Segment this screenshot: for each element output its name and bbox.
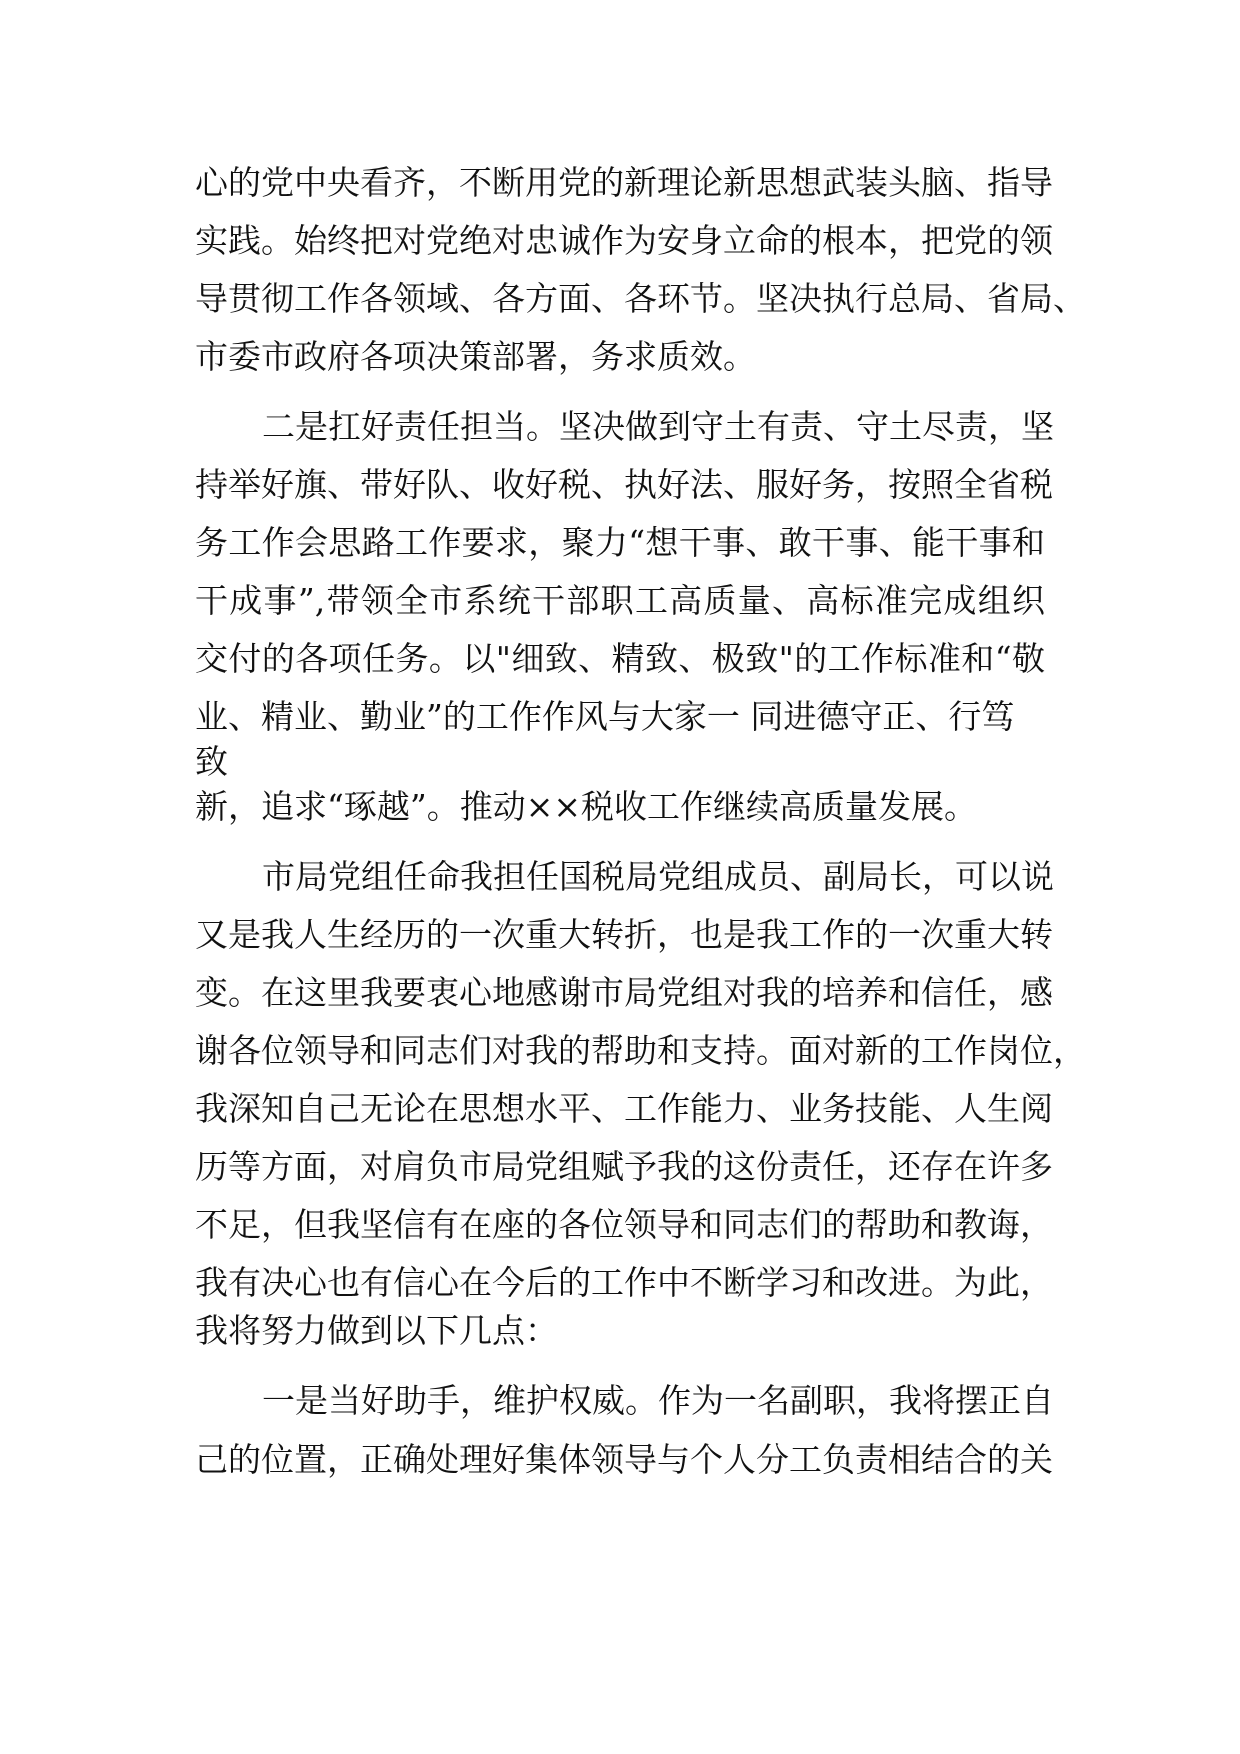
text-line: 己的位置，正确处理好集体领导与个人分工负责相结合的关 bbox=[195, 1440, 1053, 1479]
text-line: 市委市政府各项决策部署，务求质效。 bbox=[195, 337, 756, 376]
paragraph-first-line: 市局党组任命我担任国税局党组成员、副局长，可以说 bbox=[262, 857, 1054, 896]
text-line: 心的党中央看齐，不断用党的新理论新思想武装头脑、指导 bbox=[195, 163, 1053, 202]
text-line: 我深知自己无论在思想水平、工作能力、业务技能、人生阅 bbox=[195, 1089, 1053, 1128]
text-line: 历等方面，对肩负市局党组赋予我的这份责任，还存在许多 bbox=[195, 1147, 1053, 1186]
text-line: 又是我人生经历的一次重大转折，也是我工作的一次重大转 bbox=[195, 915, 1053, 954]
text-line: 导贯彻工作各领域、各方面、各环节。坚决执行总局、省局、 bbox=[195, 279, 1086, 318]
text-line: 变。在这里我要衷心地感谢市局党组对我的培养和信任，感 bbox=[195, 973, 1053, 1012]
text-line: 实践。始终把对党绝对忠诚作为安身立命的根本，把党的领 bbox=[195, 221, 1053, 260]
paragraph-first-line: 一是当好助手，维护权威。作为一名副职，我将摆正自 bbox=[262, 1381, 1054, 1420]
paragraph-first-line: 二是扛好责任担当。坚决做到守土有责、守土尽责，坚 bbox=[262, 407, 1054, 446]
text-line: 业、精业、勤业”的工作作风与大家一 同进德守正、行笃 bbox=[195, 697, 1015, 736]
text-line: 新，追求“琢越”。推动××税收工作继续高质量发展。 bbox=[195, 787, 978, 826]
text-line: 干成事”,带领全市系统干部职工高质量、高标准完成组织 bbox=[195, 581, 1045, 620]
text-line: 交付的各项任务。以"细致、精致、极致"的工作标准和“敬 bbox=[195, 639, 1045, 678]
text-line: 不足，但我坚信有在座的各位领导和同志们的帮助和教诲， bbox=[195, 1205, 1053, 1244]
text-line: 我将努力做到以下几点： bbox=[195, 1311, 558, 1350]
text-line: 致 bbox=[195, 742, 228, 781]
text-line: 我有决心也有信心在今后的工作中不断学习和改进。为此， bbox=[195, 1263, 1053, 1302]
text-line: 谢各位领导和同志们对我的帮助和支持。面对新的工作岗位， bbox=[195, 1031, 1086, 1070]
text-line: 务工作会思路工作要求，聚力“想干事、敢干事、能干事和 bbox=[195, 523, 1045, 562]
text-line: 持举好旗、带好队、收好税、执好法、服好务，按照全省税 bbox=[195, 465, 1053, 504]
